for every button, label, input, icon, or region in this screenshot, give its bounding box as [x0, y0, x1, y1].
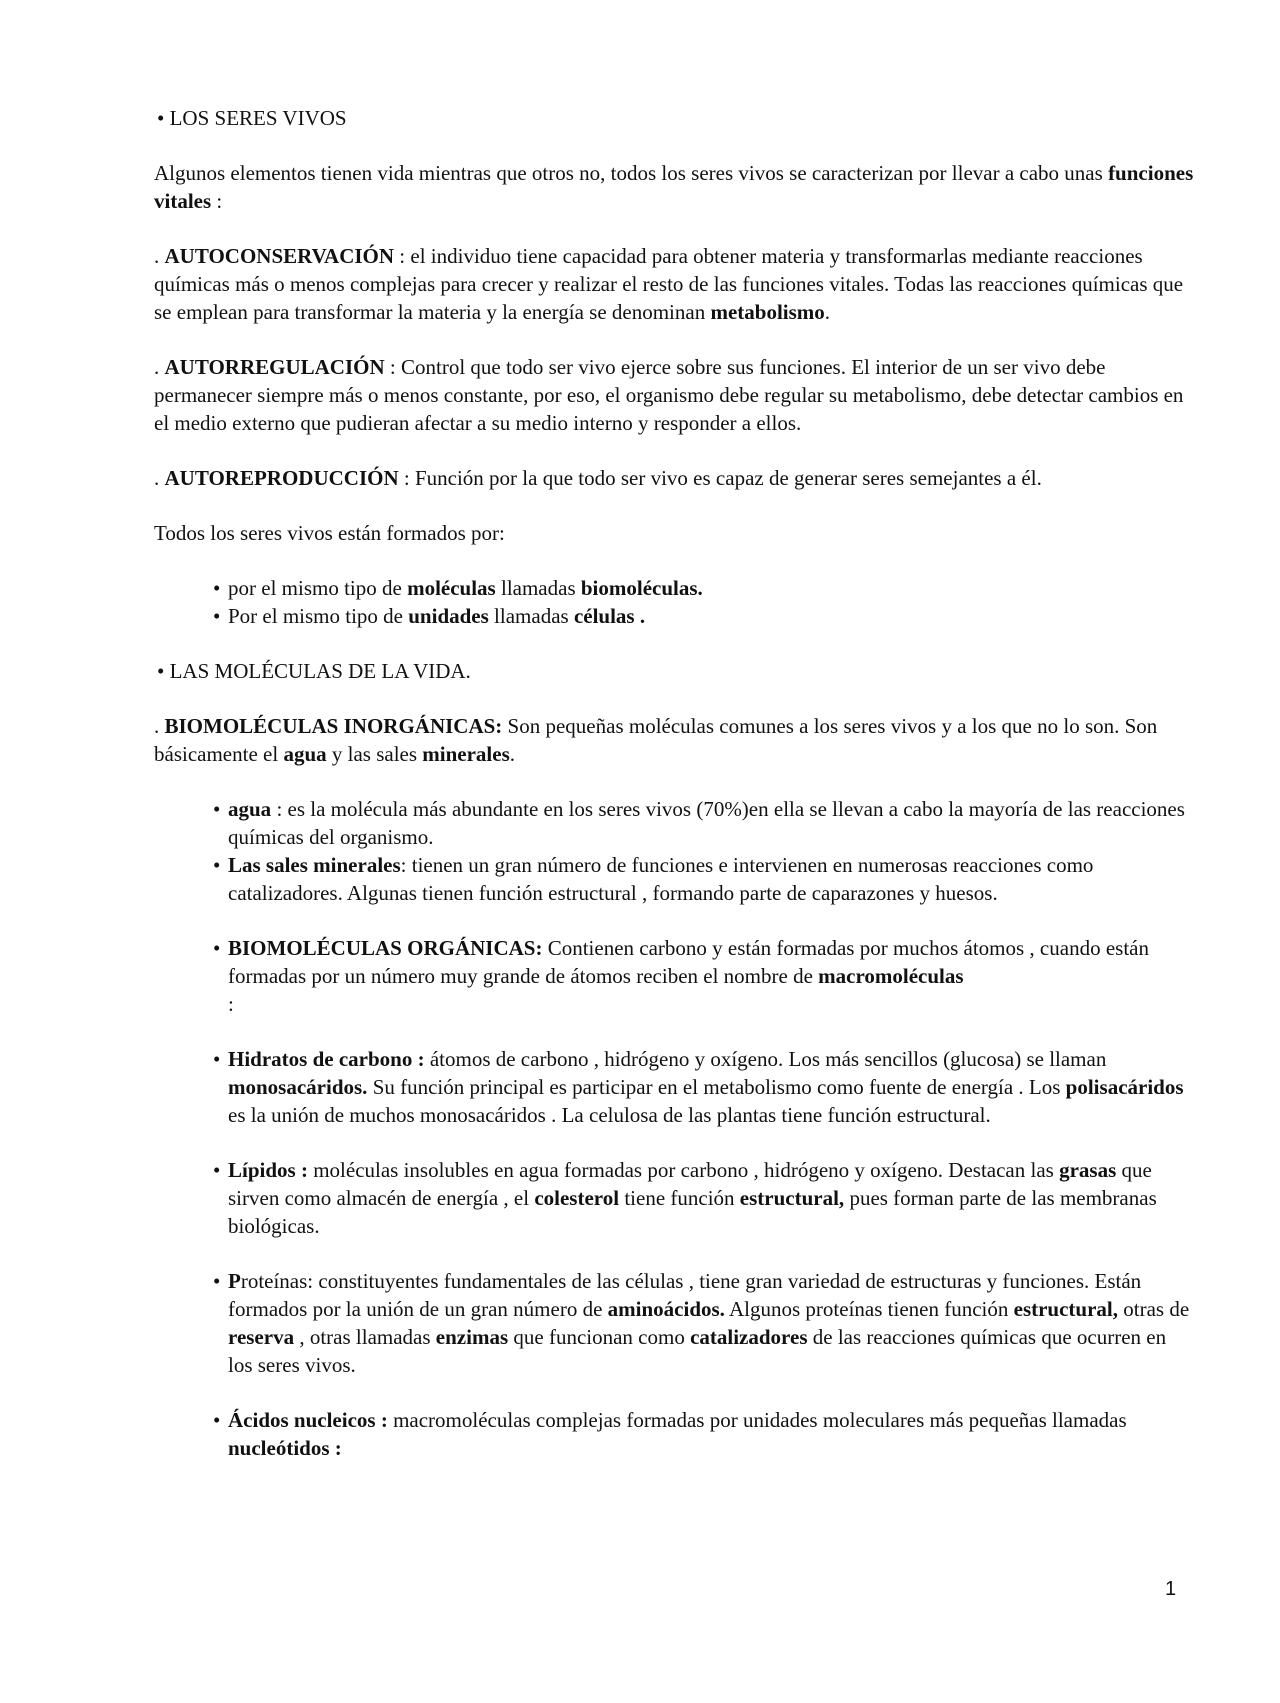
list-item-proteinas: • Proteínas: constituyentes fundamentales de las células , tiene gran variedad de estructuras y funciones. Están formados por la unión de un gran número de aminoácidos. Algunos proteínas tienen función estructural, otras de reserva , otras llamadas enzimas que funcionan como catalizadores de las reacciones químicas que ocurren en los seres vivos. [213, 1269, 1190, 1377]
list-item-agua: • agua : es la molécula más abundante en los seres vivos (70%)en ella se llevan a cabo la mayoría de las reacciones químicas del organismo. [213, 797, 1185, 849]
paragraph-autoconservacion: . AUTOCONSERVACIÓN : el individuo tiene capacidad para obtener materia y transformarlas mediante reacciones químicas más o menos complejas para crecer y realizar el resto de las funciones vitales. Todas las reacciones químicas que se emplean para transformar la materia y la energía se denominan metabolismo. [154, 244, 1184, 324]
paragraph-formados: Todos los seres vivos están formados por: [154, 521, 505, 545]
bullet-icon: • [213, 1408, 221, 1432]
bullet-icon: • [213, 853, 221, 877]
section-heading-moleculas: • LAS MOLÉCULAS DE LA VIDA. [157, 659, 471, 683]
page-number: 1 [1165, 1578, 1177, 1600]
list-item-sales: • Las sales minerales: tienen un gran número de funciones e intervienen en numerosas reacciones como catalizadores. Algunas tienen función estructural , formando parte de caparazones y huesos. [213, 853, 1094, 905]
paragraph-autorregulacion: . AUTORREGULACIÓN : Control que todo ser vivo ejerce sobre sus funciones. El interior de un ser vivo debe permanecer siempre más o menos constante, por eso, el organismo debe regular su metabolismo, debe detectar cambios en el medio externo que pudieran afectar a su medio interno y responder a ellos. [154, 355, 1184, 435]
list-item-organicas: • BIOMOLÉCULAS ORGÁNICAS: Contienen carbono y están formadas por muchos átomos , cuando están formadas por un número muy grande de átomos reciben el nombre de macromoléculas : [213, 936, 1149, 1016]
list-item: • Por el mismo tipo de unidades llamadas células . [213, 604, 646, 628]
bullet-icon: • [213, 797, 221, 821]
section-heading-seres-vivos: • LOS SERES VIVOS [157, 106, 347, 130]
list-item-hidratos: • Hidratos de carbono : átomos de carbono , hidrógeno y oxígeno. Los más sencillos (glucosa) se llaman monosacáridos. Su función principal es participar en el metabolismo como fuente de energía . Los polisacáridos es la unión de muchos monosacáridos . La celulosa de las plantas tiene función estructural. [213, 1047, 1184, 1127]
paragraph-inorganicas: . BIOMOLÉCULAS INORGÁNICAS: Son pequeñas moléculas comunes a los seres vivos y a los que no lo son. Son básicamente el agua y las sales minerales. [154, 714, 1158, 766]
bullet-icon: • [213, 576, 221, 600]
bullet-icon: • [213, 604, 221, 628]
list-item: • por el mismo tipo de moléculas llamadas biomoléculas. [213, 576, 703, 600]
list-item-lipidos: • Lípidos : moléculas insolubles en agua formadas por carbono , hidrógeno y oxígeno. Destacan las grasas que sirven como almacén de energía , el colesterol tiene función estructural, pues forman parte de las membranas biológicas. [213, 1158, 1157, 1238]
bullet-icon: • [213, 1047, 221, 1071]
paragraph-autoreproduccion: . AUTOREPRODUCCIÓN : Función por la que todo ser vivo es capaz de generar seres semejantes a él. [154, 466, 1042, 490]
bullet-icon: • [157, 659, 165, 683]
paragraph-intro: Algunos elementos tienen vida mientras que otros no, todos los seres vivos se caracterizan por llevar a cabo unas funciones vitales : [154, 161, 1194, 213]
bullet-icon: • [213, 1269, 221, 1293]
bullet-icon: • [213, 1158, 221, 1182]
list-item-acidos: • Ácidos nucleicos : macromoléculas complejas formadas por unidades moleculares más pequeñas llamadas nucleótidos : [213, 1408, 1127, 1460]
list-biomoleculas [154, 795, 1194, 1462]
document-page [154, 104, 1194, 1489]
bullet-icon: • [157, 106, 165, 130]
bullet-icon: • [213, 936, 221, 960]
list-formados [154, 574, 1194, 630]
